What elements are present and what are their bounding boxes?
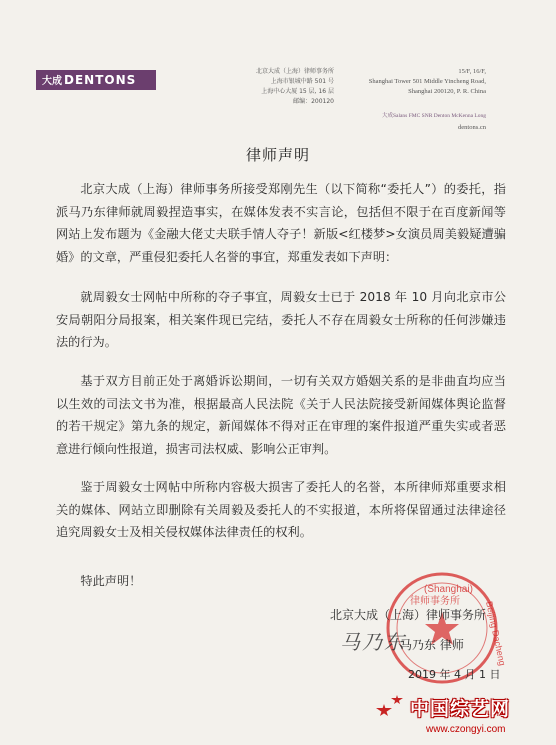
handwritten-signature: 马乃东: [340, 630, 406, 654]
address-en-line: Shanghai Tower 501 Middle Yincheng Road,: [368, 78, 486, 85]
paragraph-demand: 鉴于周毅女士网帖中所称内容极大损害了委托人的名誉，本所律师郑重要求相关的媒体、网站立即删除有关周毅及委托人的不实报道，本所将保留通过法律途径追究周毅女士及相关侵权媒体法律责任的权利。: [56, 480, 506, 539]
address-cn-line: 上海市银城中路 501 号: [270, 78, 334, 85]
paragraph-litigation: 基于双方目前正处于离婚诉讼期间，一切有关双方婚姻关系的是非曲直均应当以生效的司法文书为准，根据最高人民法院《关于人民法院接受新闻媒体舆论监督的若干规定》第九条的规定，新闻媒体不得对正在审理的案件报道严重失实或者恶意进行倾向性报道，损害司法权威、影响公正审判。: [56, 374, 506, 456]
paragraph-intro: 北京大成（上海）律师事务所接受郑刚先生（以下简称“委托人”）的委托，指派马乃东律师就周毅捏造事实，在媒体发表不实言论，包括但不限于在百度新闻等网站上发布题为《金融大佬丈夫联手情人夺子！新版<红楼梦>女演员周美毅疑遭骗婚》的文章，严重侵犯委托人名誉的事宜，郑重发表如下声明：: [56, 182, 506, 264]
seal-text-cn: 律师事务所: [410, 596, 460, 607]
watermark-site-name: 中国综艺网: [410, 698, 511, 720]
address-en-line: Shanghai 200120, P. R. China: [408, 88, 486, 95]
watermark-url: www.czongyi.com: [426, 724, 506, 735]
dentons-logo: [36, 70, 156, 90]
website: dentons.cn: [458, 124, 486, 131]
paragraph-closing: 特此声明！: [80, 574, 142, 588]
address-cn-line: 上海中心大厦 15 层, 16 层: [261, 88, 334, 95]
page-title: 律师声明: [245, 146, 310, 164]
logo-en-text: DENTONS: [64, 73, 137, 87]
address-english: [338, 67, 486, 97]
signature-lawyer: 马乃东 律师: [400, 638, 464, 652]
paragraph-police-report: 就周毅女士网帖中所称的夺子事宜，周毅女士已于 2018 年 10 月向北京市公安局朝阳分局报案，相关案件现已完结，委托人不存在周毅女士所称的任何涉嫌违法的行为。: [56, 290, 506, 349]
address-cn-line: 北京大成（上海）律师事务所: [255, 68, 334, 75]
logo-cn-text: 大成: [42, 76, 62, 87]
signature-firm: 北京大成（上海）律师事务所: [330, 608, 487, 622]
signature-date: 2019 年 4 月 1 日: [408, 668, 501, 681]
seal-text-right: Beijing Dacheng: [484, 600, 508, 667]
seal-text-top: (Shanghai): [424, 584, 473, 595]
sub-firm-names: 大成Salans FMC SNR Denton McKenna Long: [381, 113, 486, 119]
address-cn-line: 邮编：200120: [293, 98, 334, 105]
address-chinese: [234, 67, 334, 107]
address-en-line: 15/F, 16/F,: [458, 68, 486, 75]
